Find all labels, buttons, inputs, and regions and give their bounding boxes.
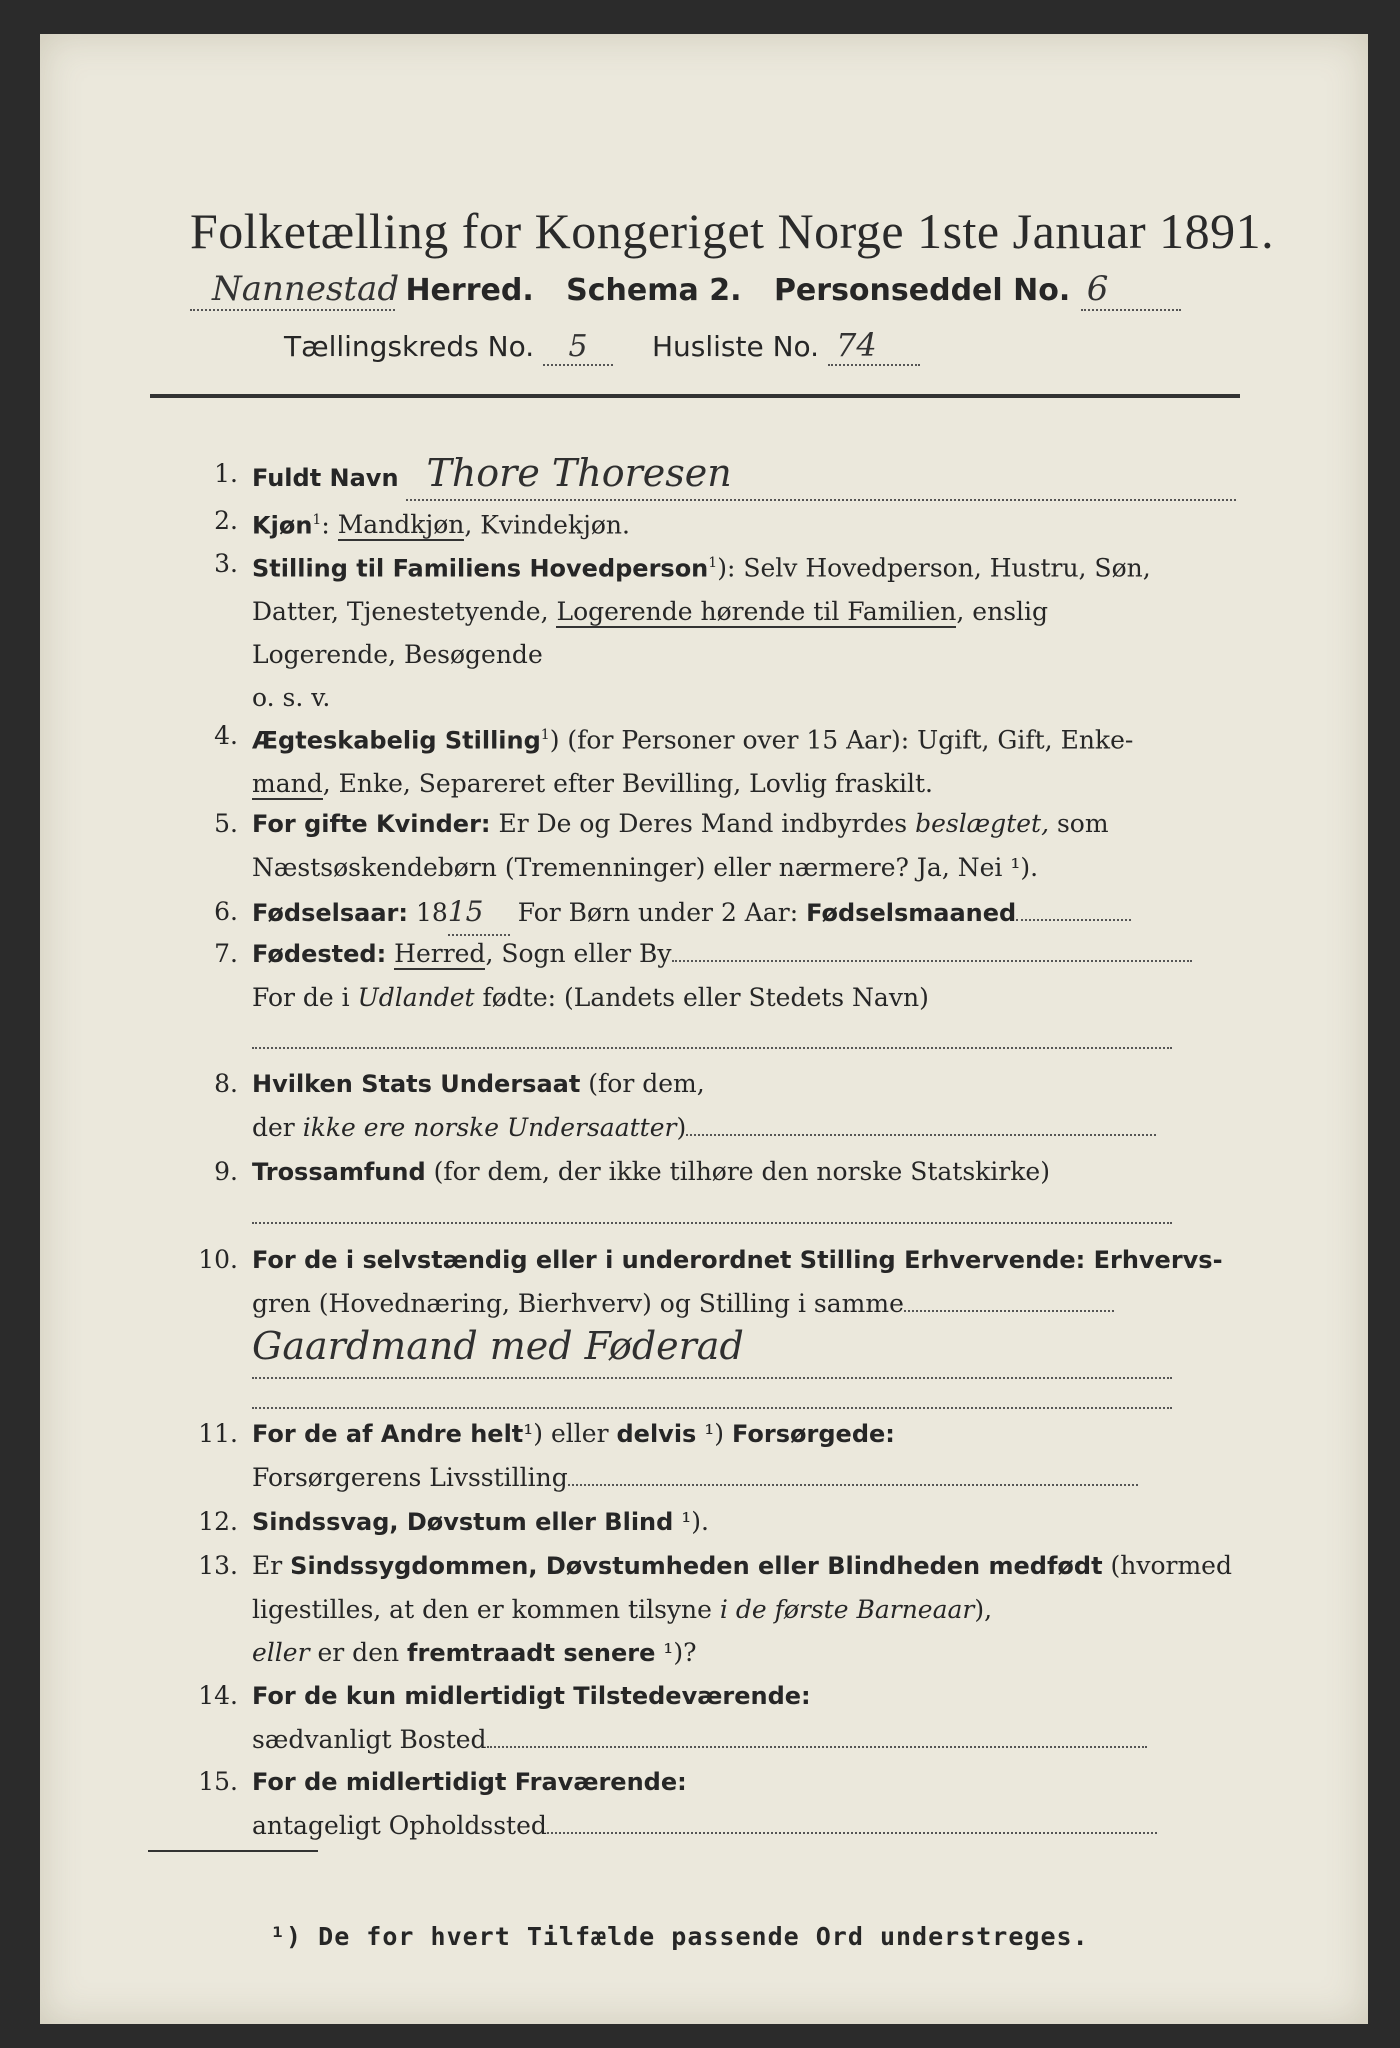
item-text: :: [321, 510, 338, 540]
item-text: ) (for Personer over 15 Aar): Ugift, Gift, Enke-: [549, 725, 1134, 755]
item-text: ): Selv Hovedperson, Hustru, Søn,: [717, 553, 1151, 583]
header-row-kreds: [284, 326, 920, 366]
item-text: For de i: [252, 983, 358, 1012]
item-label: For de af Andre helt: [252, 1420, 524, 1448]
footnote-mark: 1: [312, 512, 322, 528]
item-number: 10.: [198, 1245, 238, 1274]
item-11-forsorgede: [190, 1412, 1250, 1498]
item-label: For gifte Kvinder:: [252, 810, 491, 838]
item-text: (for dem,: [580, 1069, 705, 1098]
item-number: 11.: [198, 1419, 238, 1448]
item-text: sædvanligt Bosted: [252, 1725, 487, 1754]
item-text: ikke ere norske Undersaatter: [302, 1113, 677, 1142]
item-9-trossamfund: [190, 1150, 1250, 1236]
item-text: Udlandet: [357, 983, 475, 1012]
option-herred-underlined: Herred: [394, 939, 486, 968]
item-8-undersaat: [190, 1062, 1250, 1148]
item-1-fuldt-navn: [190, 452, 1250, 502]
item-13-medfodt: [190, 1544, 1250, 1674]
header-divider: [150, 394, 1240, 398]
item-14-tilstedevaerende: [190, 1674, 1250, 1760]
item-5-gifte-kvinder: [190, 802, 1250, 888]
item-number: 12.: [198, 1507, 238, 1536]
item-number: 1.: [214, 459, 238, 488]
header-row-herred: [190, 269, 1181, 311]
item-number: 15.: [198, 1767, 238, 1796]
option-logerende-underlined: Logerende hørende til Familien: [556, 597, 957, 627]
item-label: Fuldt Navn: [252, 464, 399, 492]
item-text: i de første Barneaar: [719, 1595, 975, 1624]
item-label: Sindssvag, Døvstum eller Blind: [252, 1508, 674, 1536]
item-15-fravaerende: [190, 1760, 1250, 1846]
occupation-value: Gaardmand med Føderad: [252, 1324, 744, 1368]
item-text: ligestilles, at den er kommen tilsyne: [252, 1595, 720, 1624]
herred-value: Nannestad: [212, 269, 400, 309]
item-text: antageligt Opholdssted: [252, 1811, 547, 1840]
item-label: Fødselsaar:: [252, 899, 408, 927]
item-text: For Børn under 2 Aar:: [509, 898, 807, 927]
personseddel-value: 6: [1086, 269, 1109, 309]
item-3-stilling: [190, 542, 1250, 714]
item-text: Næstsøskendebørn (Tremenninger) eller nærmere? Ja, Nei ¹).: [252, 853, 1039, 882]
footnote-text: ¹) De for hvert Tilfælde passende Ord understreges.: [270, 1922, 1089, 1951]
item-text: ): [676, 1113, 687, 1142]
item-number: 5.: [214, 809, 238, 838]
item-number: 14.: [198, 1681, 238, 1710]
item-7-fodested: [190, 932, 1250, 1062]
item-text: Forsørgerens Livsstilling: [252, 1463, 568, 1492]
item-text: , Enke, Separeret efter Bevilling, Lovlig fraskilt.: [322, 769, 933, 799]
option-enkemand-underlined: mand: [252, 769, 323, 799]
taellingskreds-value: 5: [568, 329, 588, 364]
item-label: Stilling til Familiens Hovedperson: [252, 554, 709, 583]
item-text: Datter, Tjenestetyende,: [252, 597, 557, 627]
item-label: delvis: [616, 1420, 697, 1448]
item-number: 7.: [214, 939, 238, 968]
item-label: Kjøn: [252, 511, 313, 540]
item-number: 9.: [214, 1157, 238, 1186]
item-label: Fødested:: [252, 940, 387, 968]
item-text: Er: [252, 1551, 291, 1580]
form-title: Folketælling for Kongeriget Norge 1ste Januar 1891.: [190, 203, 1275, 259]
footnote-mark: 1: [708, 555, 718, 571]
item-text: ¹) eller: [523, 1419, 617, 1448]
item-number: 2.: [214, 506, 238, 535]
item-text: , Sogn eller By: [485, 939, 672, 968]
item-label: Ægteskabelig Stilling: [252, 726, 541, 755]
item-number: 3.: [214, 549, 238, 578]
item-label: Hvilken Stats Undersaat: [252, 1070, 581, 1098]
item-label: For de midlertidigt Fraværende:: [252, 1768, 687, 1796]
item-text: ¹).: [673, 1507, 709, 1536]
item-label: For de i selvstændig eller i underordnet Stilling Erhvervende: Erhvervs-: [252, 1246, 1223, 1274]
item-text: beslægtet,: [915, 809, 1050, 838]
option-mandkjon-underlined: Mandkjøn: [337, 510, 465, 540]
item-label: For de kun midlertidigt Tilstedeværende:: [252, 1682, 811, 1710]
item-number: 8.: [214, 1069, 238, 1098]
footnote-mark: 1: [540, 727, 550, 743]
item-text: Er De og Deres Mand indbyrdes: [490, 809, 916, 838]
item-number: 4.: [214, 721, 238, 750]
item-label: Sindssygdommen, Døvstumheden eller Blindheden medfødt: [290, 1552, 1103, 1580]
item-4-aegteskab: [190, 714, 1250, 800]
item-text: er den: [309, 1638, 408, 1667]
item-text: gren (Hovednæring, Bierhverv) og Stilling i samme: [252, 1289, 904, 1318]
item-text: som: [1049, 809, 1109, 838]
year-prefix: 18: [408, 898, 448, 927]
item-text: ¹)?: [655, 1638, 697, 1667]
item-text: der: [252, 1113, 303, 1142]
item-text: ¹): [696, 1419, 732, 1448]
footnote-divider: [148, 1850, 318, 1852]
item-text: (hvormed: [1102, 1551, 1232, 1580]
item-number: 13.: [198, 1551, 238, 1580]
item-text: eller: [252, 1638, 310, 1667]
item-text: , enslig: [956, 597, 1049, 627]
census-form-page: [40, 34, 1368, 2024]
item-text: fødte: (Landets eller Stedets Navn): [474, 983, 929, 1012]
item-label: fremtraadt senere: [407, 1639, 656, 1667]
item-label: Trossamfund: [252, 1158, 426, 1186]
item-10-erhverv: [190, 1238, 1250, 1398]
item-text: Logerende, Besøgende: [252, 640, 543, 670]
husliste-label: Husliste No.: [651, 330, 820, 363]
husliste-value: 74: [835, 326, 877, 364]
schema-label: Schema 2.: [566, 273, 742, 308]
personseddel-label: Personseddel No.: [773, 273, 1071, 308]
birth-year-value: 15: [447, 895, 484, 928]
item-text: o. s. v.: [252, 683, 331, 713]
taellingskreds-label: Tællingskreds No.: [284, 330, 535, 363]
item-text: ),: [974, 1595, 993, 1624]
item-number: 6.: [214, 897, 238, 926]
item-text: (for dem, der ikke tilhøre den norske Statskirke): [425, 1157, 1050, 1186]
item-label: Fødselsmaaned: [806, 899, 1017, 927]
full-name-value: Thore Thoresen: [426, 451, 732, 495]
herred-label: Herred.: [405, 273, 534, 308]
item-text: , Kvindekjøn.: [464, 510, 630, 540]
item-label: Forsørgede:: [732, 1420, 895, 1448]
